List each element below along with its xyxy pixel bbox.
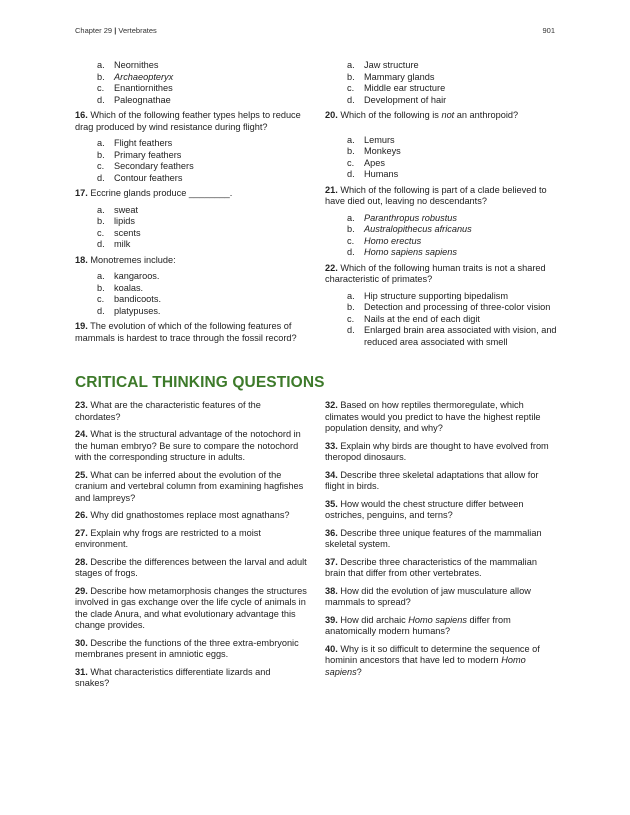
question-22: 22. Which of the following human traits is not a shared characteristic of primates?	[325, 262, 546, 284]
q16-options	[75, 138, 307, 184]
option: c. Enantiornithes	[97, 83, 173, 93]
question-18: 18. Monotremes include:	[75, 254, 176, 265]
option: d. Enlarged brain area associated with vision, and reduced area associated with smell	[347, 325, 557, 347]
question-29: 29. Describe how metamorphosis changes the structures involved in gas exchange over the life cycle of animals in the clade Anura, and what evolutionary advantage this change provides.	[75, 585, 307, 630]
question-32: 32. Based on how reptiles thermoregulate, which climates would you predict to have the highest reptile population density, and why?	[325, 400, 541, 433]
question-33: 33. Explain why birds are thought to have evolved from theropod dinosaurs.	[325, 440, 549, 462]
option: b. Australopithecus africanus	[347, 224, 472, 234]
question-21: 21. Which of the following is part of a clade believed to have died out, leaving no descendants?	[325, 184, 547, 206]
critical-right-column	[325, 400, 557, 684]
option: a. Flight feathers	[97, 138, 173, 148]
option: a. kangaroos.	[97, 271, 160, 281]
left-column-top	[75, 60, 307, 349]
option: d. Humans	[347, 169, 399, 179]
option: d. platypuses.	[97, 305, 161, 316]
option: b. Monkeys	[347, 146, 401, 156]
option: a. Hip structure supporting bipedalism	[347, 290, 509, 301]
option: b. lipids	[97, 216, 135, 226]
question-35: 35. How would the chest structure differ between ostriches, penguins, and terns?	[325, 498, 524, 520]
question-25: 25. What can be inferred about the evolution of the cranium and vertebral column from examining hagfishes and lampreys?	[75, 469, 304, 503]
question-38: 38. How did the evolution of jaw musculature allow mammals to spread?	[325, 585, 531, 607]
section-title: CRITICAL THINKING QUESTIONS	[75, 374, 325, 391]
option: b. Detection and processing of three-color vision	[347, 302, 551, 312]
page-number: 901	[542, 26, 555, 35]
option: b. Primary feathers	[97, 149, 182, 160]
q17-options	[75, 205, 307, 251]
option: a. Lemurs	[347, 134, 395, 145]
question-23: 23. What are the characteristic features of the chordates?	[75, 400, 261, 422]
option: b. Archaeopteryx	[97, 71, 174, 82]
option: b. Mammary glands	[347, 71, 435, 82]
question-16: 16. Which of the following feather types helps to reduce drag produced by wind resistance during flight?	[75, 110, 301, 132]
q20-options	[325, 135, 557, 181]
question-30: 30. Describe the functions of the three extra-embryonic membranes present in amniotic eggs.	[75, 637, 299, 659]
question-39: 39. How did archaic Homo sapiens differ from anatomically modern humans?	[325, 614, 511, 636]
question-27: 27. Explain why frogs are restricted to a moist environment.	[75, 527, 261, 549]
question-34: 34. Describe three skeletal adaptations that allow for flight in birds.	[325, 469, 539, 491]
option: c. Middle ear structure	[347, 83, 446, 93]
option: c. bandicoots.	[97, 294, 161, 304]
option: d. Contour feathers	[97, 172, 183, 183]
option: d. Development of hair	[347, 94, 447, 105]
q19-options	[325, 60, 557, 106]
option: a. Neornithes	[97, 60, 159, 70]
option: a. Paranthropus robustus	[347, 212, 457, 223]
critical-left-column	[75, 400, 307, 696]
question-26: 26. Why did gnathostomes replace most agnathans?	[75, 510, 290, 520]
question-17: 17. Eccrine glands produce ________.	[75, 188, 233, 198]
header-separator: |	[114, 26, 117, 35]
option: c. Secondary feathers	[97, 161, 194, 171]
q22-options	[325, 291, 557, 349]
question-40: 40. Why is it so difficult to determine the sequence of hominin ancestors that have led to modern Homo sapiens?	[325, 643, 540, 677]
q18-options	[75, 271, 307, 317]
question-19: 19. The evolution of which of the following features of mammals is hardest to trace through the fossil record?	[75, 321, 297, 343]
option: d. Paleognathae	[97, 94, 171, 105]
option: c. Homo erectus	[347, 235, 422, 246]
question-31: 31. What characteristics differentiate lizards and snakes?	[75, 666, 271, 688]
question-36: 36. Describe three unique features of the mammalian skeletal system.	[325, 527, 542, 549]
question-37: 37. Describe three characteristics of the mammalian brain that differ from other vertebrates.	[325, 556, 537, 578]
question-20: 20. Which of the following is not an anthropoid?	[325, 110, 519, 120]
option: a. sweat	[97, 204, 139, 215]
option: b. koalas.	[97, 282, 144, 293]
chapter-title: Vertebrates	[118, 26, 157, 35]
option: c. Apes	[347, 157, 385, 168]
option: c. scents	[97, 227, 141, 238]
question-28: 28. Describe the differences between the larval and adult stages of frogs.	[75, 556, 307, 578]
option: d. Homo sapiens sapiens	[347, 247, 457, 257]
q15-options	[75, 60, 307, 106]
right-column-top	[325, 60, 557, 352]
option: a. Jaw structure	[347, 60, 419, 70]
option: c. Nails at the end of each digit	[347, 313, 480, 324]
question-24: 24. What is the structural advantage of the notochord in the human embryo? Be sure to compare the notochord with the corresponding structure in adults.	[75, 429, 301, 462]
chapter-label: Chapter 29	[75, 26, 113, 35]
option: d. milk	[97, 239, 131, 249]
running-header	[75, 26, 157, 35]
q21-options	[325, 213, 557, 259]
